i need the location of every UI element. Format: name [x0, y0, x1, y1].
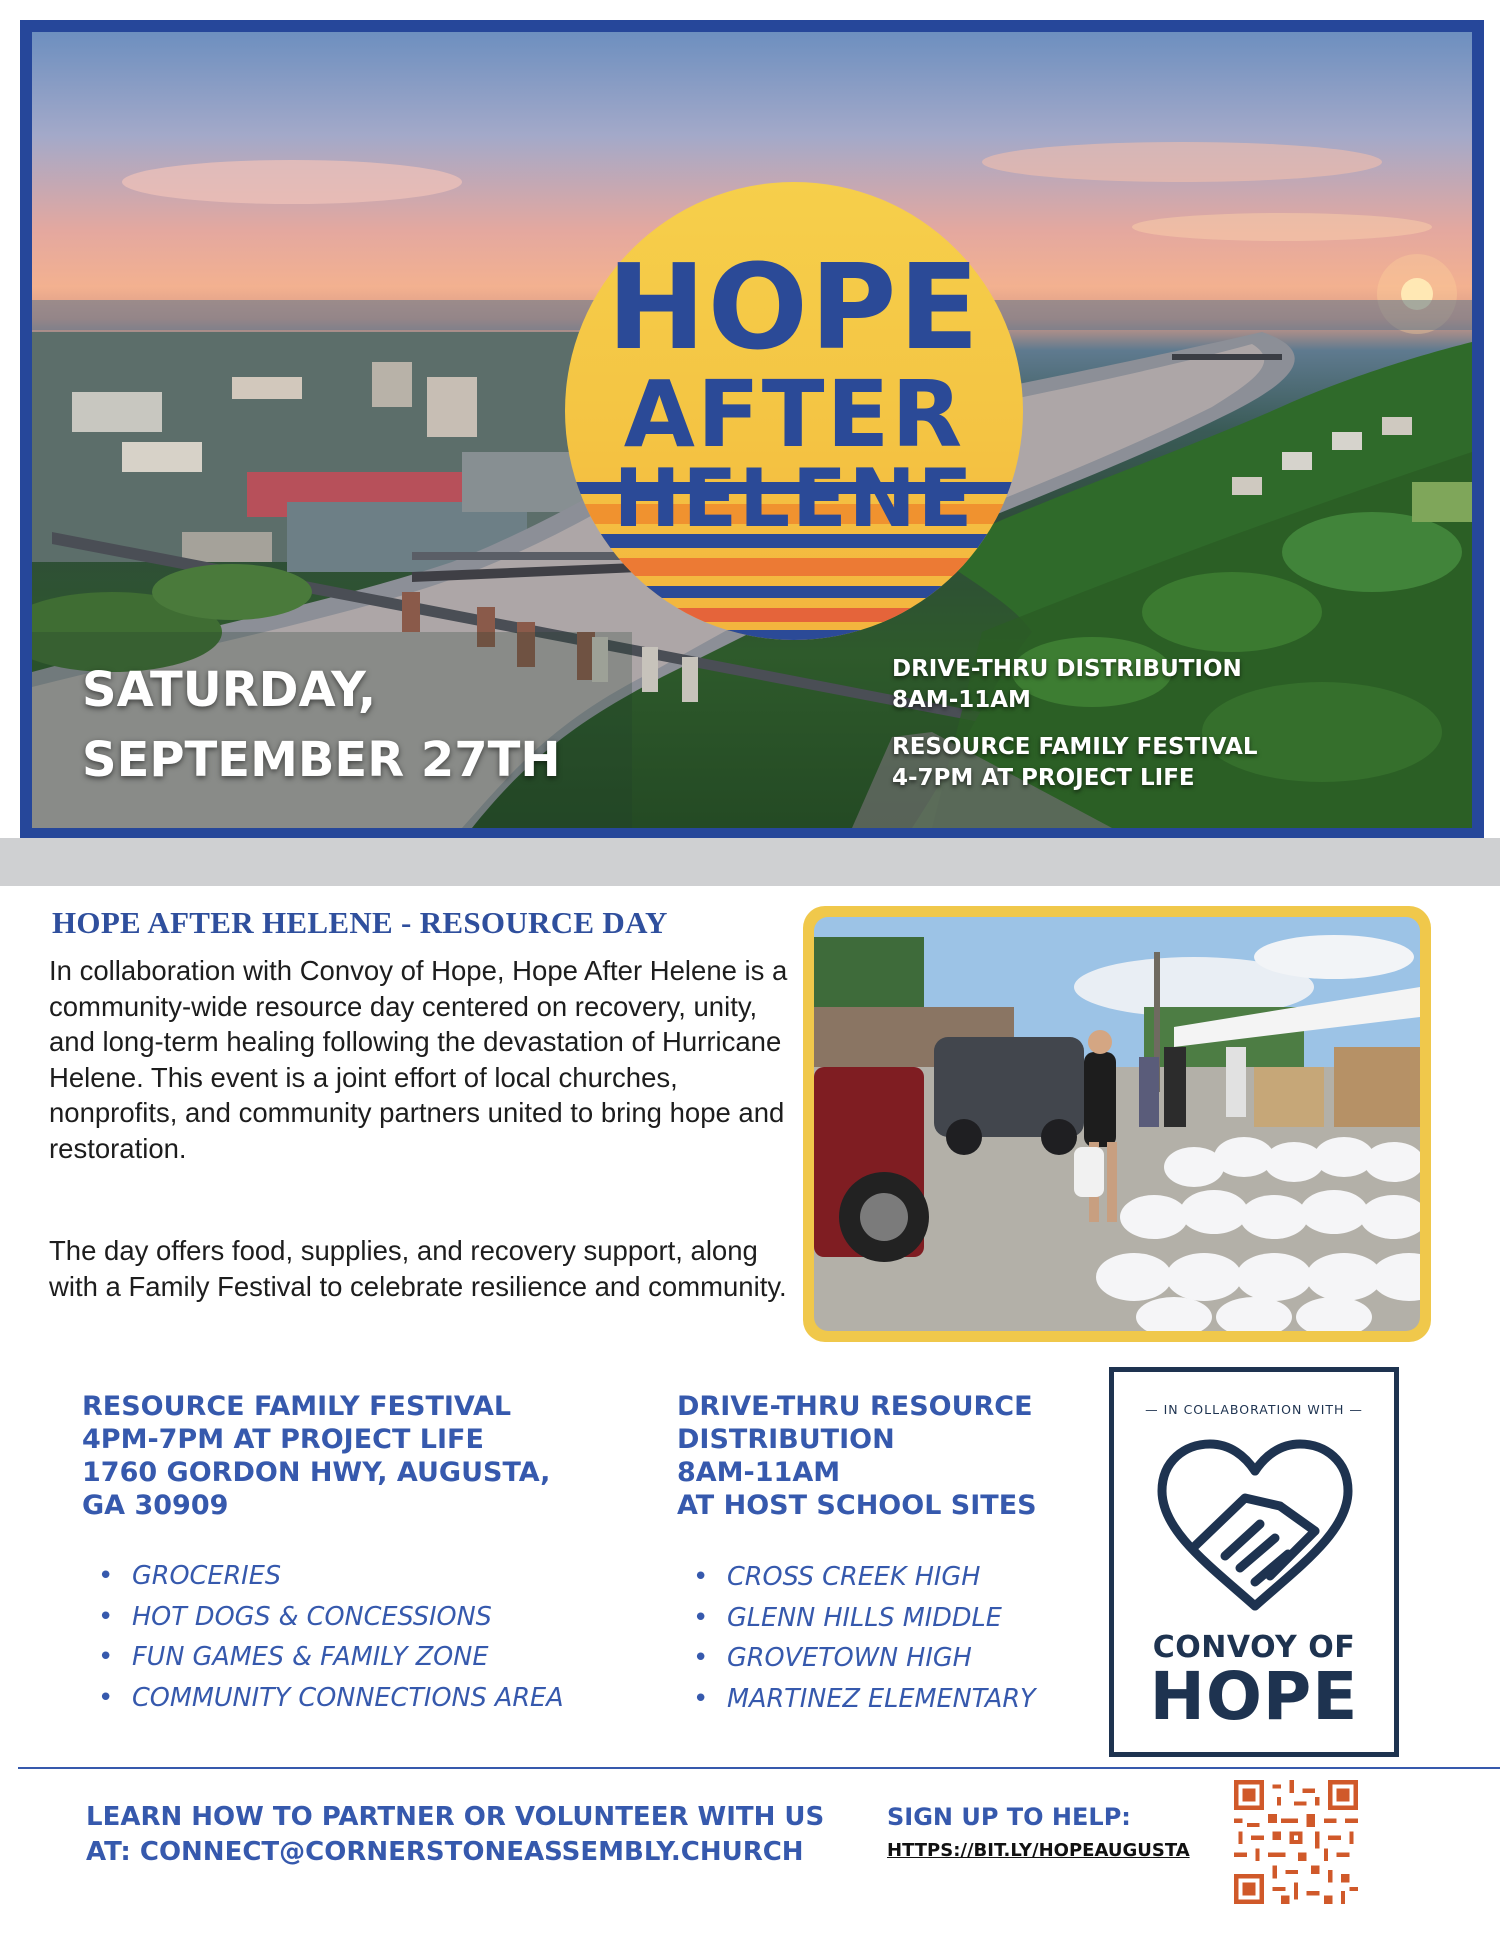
drive-thru-heading-line: DISTRIBUTION — [677, 1424, 895, 1455]
logo-hope-text: HOPE — [606, 238, 982, 376]
festival-heading-line: RESOURCE FAMILY FESTIVAL — [82, 1391, 512, 1422]
hero-festival-title: RESOURCE FAMILY FESTIVAL — [892, 734, 1258, 760]
hero-drive-thru-title: DRIVE-THRU DISTRIBUTION — [892, 656, 1242, 682]
qr-code-icon[interactable] — [1234, 1780, 1358, 1904]
divider-band — [0, 838, 1500, 886]
list-item: • MARTINEZ ELEMENTARY — [677, 1679, 1036, 1720]
drive-thru-heading — [677, 1390, 1037, 1522]
festival-heading-line: 1760 GORDON HWY, AUGUSTA, — [82, 1457, 551, 1488]
drive-thru-heading-line: 8AM-11AM — [677, 1457, 841, 1488]
volunteer-line-1: LEARN HOW TO PARTNER OR VOLUNTEER WITH US — [86, 1802, 825, 1832]
event-date: SEPTEMBER 27TH — [82, 732, 561, 788]
signup-link[interactable]: HTTPS://BIT.LY/HOPEAUGUSTA — [887, 1840, 1190, 1861]
list-item: • CROSS CREEK HIGH — [677, 1557, 1036, 1598]
volunteer-email-line[interactable]: AT: CONNECT@CORNERSTONEASSEMBLY.CHURCH — [86, 1837, 804, 1867]
distribution-photo — [814, 917, 1420, 1331]
heart-handshake-icon — [1150, 1436, 1360, 1616]
hero-banner — [20, 20, 1484, 840]
signup-label: SIGN UP TO HELP: — [887, 1803, 1131, 1831]
volunteer-info — [86, 1800, 824, 1870]
festival-items-list — [82, 1556, 564, 1718]
list-item: • GROCERIES — [82, 1556, 564, 1597]
hero-festival-time: 4-7PM AT PROJECT LIFE — [892, 765, 1195, 791]
distribution-photo-frame — [803, 906, 1431, 1342]
event-day: SATURDAY, — [82, 662, 377, 718]
logo-helene-text: HELENE — [613, 452, 975, 545]
about-paragraph-2: The day offers food, supplies, and recovery support, along with a Family Festival to celebrate resilience and community. — [49, 1235, 787, 1302]
hero-drive-thru-time: 8AM-11AM — [892, 687, 1031, 713]
hope-text: HOPE — [1149, 1658, 1359, 1735]
festival-heading-line: 4PM-7PM AT PROJECT LIFE — [82, 1424, 484, 1455]
convoy-of-hope-logo-box — [1109, 1367, 1399, 1757]
convoy-of-text: CONVOY OF — [1152, 1630, 1356, 1665]
drive-thru-heading-line: DRIVE-THRU RESOURCE — [677, 1391, 1033, 1422]
section-title: HOPE AFTER HELENE - RESOURCE DAY — [52, 905, 668, 940]
logo-after-text: AFTER — [623, 361, 965, 468]
hero-photo — [32, 32, 1472, 828]
list-item: • FUN GAMES & FAMILY ZONE — [82, 1637, 564, 1678]
collab-label: — IN COLLABORATION WITH — — [1145, 1402, 1363, 1417]
school-sites-list — [677, 1557, 1036, 1719]
festival-heading — [82, 1390, 550, 1522]
footer-divider — [18, 1767, 1500, 1769]
list-item: • GLENN HILLS MIDDLE — [677, 1598, 1036, 1639]
festival-heading-line: GA 30909 — [82, 1490, 229, 1521]
drive-thru-heading-line: AT HOST SCHOOL SITES — [677, 1490, 1037, 1521]
list-item: • COMMUNITY CONNECTIONS AREA — [82, 1678, 564, 1719]
list-item: • GROVETOWN HIGH — [677, 1638, 1036, 1679]
about-paragraph-1: In collaboration with Convoy of Hope, Hope After Helene is a community-wide resource day centered on recovery, unity, and long-term healing following the devastation of Hurricane Helene. This event is a joint effort of local churches, nonprofits, and community partners united to bring hope and restoration. — [49, 955, 788, 1164]
list-item: • HOT DOGS & CONCESSIONS — [82, 1597, 564, 1638]
